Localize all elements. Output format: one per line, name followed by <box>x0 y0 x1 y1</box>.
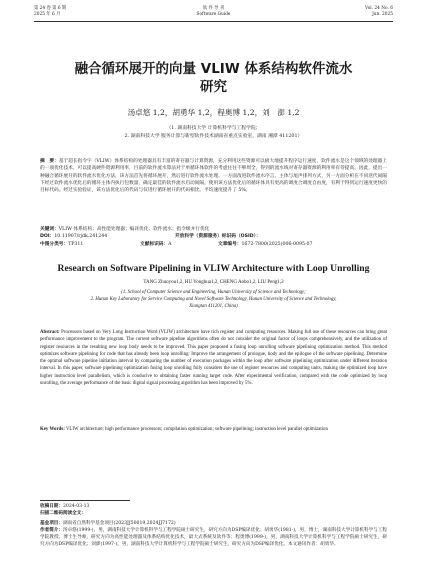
header-volume-en <box>365 6 393 17</box>
bio-label: 作者简介： <box>40 528 63 533</box>
abstract-en-label: Abstract: <box>40 330 60 335</box>
footnote-rule <box>40 500 130 501</box>
article-no-cell <box>218 241 313 248</box>
clc-label: 中图分类号： <box>40 242 69 247</box>
running-header <box>34 6 393 22</box>
affiliation-cn-2: 2. 湖南科技大学 服务计算与新型软件技术湖南省重点实验室，湖南 湘潭 411201） <box>124 133 303 139</box>
header-date-cn: 2025 年 6 月 <box>34 11 61 17</box>
header-journal-en: Software Guide <box>196 11 231 17</box>
received-label: 收稿日期： <box>40 504 63 509</box>
doi-value[interactable]: 10.11907/rjdk.241244 <box>54 234 108 239</box>
header-vol-no: Vol. 24 No. 6 <box>365 6 393 11</box>
affiliations-cn <box>50 125 377 140</box>
footnote-received <box>40 504 387 511</box>
header-date-en: Jun. 2025 <box>372 11 393 17</box>
abstract-cn-label: 摘 要： <box>40 159 59 164</box>
title-en: Research on Software Pipelining in VLIW Architecture with Loop Unrolling <box>57 263 370 274</box>
doc-code-cell <box>140 241 172 248</box>
keywords-cn <box>40 226 387 233</box>
fund-text: 湖南省自然科学基金项目(2023JJ50019,2024JJ7172) <box>62 521 176 526</box>
keywords-en-text: VLIW architecture; high performance processors; compilation optimization; software pipelining; instruction level parallel optimization <box>65 427 328 432</box>
article-no-label: 文章编号： <box>218 242 242 247</box>
abstract-en-text: Processors based on Very Long Instruction Word (VLIW) architecture have rich register and computing resources. Making full use of these resources can bring great performance improvement to the program. The current software pipeline algorithms often do not consider the original factor of loops comprehensively, and the utilization of register resources in the resulting new loop body needs to be improved. This paper proposed a fusing loop unrolling software pipelining optimization method. This method optimizes software pipelining for code that has already been loop unrolling: Improve the arrangement of prologue, body and the epilogue of the software pipelining. Determine the optimal software pipeline initiation interval by comparing the number of execution packages within the loop after software pipelining optimization under different iteration interval. In this paper, software pipelining optimization fusing loop unrolling fully considers the use of register resources and computing units, making the optimized loop have higher instruction level parallelism, which is conducive to obtaining faster running target code. After experimental verification, compared with the code optimized by loop unrolling, the average performance of the basic digital signal processing algorithm has been improved by 5%. <box>40 330 387 387</box>
received-date: 2024-03-13 <box>62 504 90 509</box>
osid-label: 开放科学（资源服务）标识码（OSID）： <box>175 234 261 239</box>
footnote-fund <box>40 521 387 528</box>
affiliations-en <box>60 289 367 310</box>
footnote-scan <box>40 511 387 518</box>
scan-qr-label: 扫描二维码阅读全文： <box>40 511 86 516</box>
keywords-cn-label: 关键词： <box>40 227 59 232</box>
affiliation-cn-1: （1. 湖南科技大学 计算机科学与工程学院； <box>166 126 261 131</box>
article-no-value: 1672-7800(2025)006-0095-07 <box>241 242 313 247</box>
title-cn-line-1: 融合循环展开的向量 VLIW 体系结构软件流水 <box>74 61 353 77</box>
authors-en: TANG Zhuoyou1,2, HU Yonghua1,2, CHENG Aobo1,2, LIU Peng1,2 <box>143 280 284 285</box>
title-cn <box>40 60 387 96</box>
abstract-cn-text: 基于超长指令字（VLIW）体系结构的处理器具有丰富的寄存器与计算资源，充分利用这些资源可以极大地提升程序运行速度，软件流水是这个领域的处理器上的一项优化技术，可以提高硬件资源利用率，目前的软件流水算法对于单循环体软件的考虑往往不够周全，得到的流水线对寄存器资源的利用率有待提高。因此，提出一种融合循环展开的软件流水优化方法，该方法首先将循环展开，然后进行软件流水处理。一方面改进软件流水序言、主体与尾声排列方式，另一方面分析在不同迭代间隔下经过软件流水优化后的循环主体内执行包数量，确定最佳的软件流水启动间隔。使用该方法优化后的循环体具有更高的调度合调度自由度，有利于得到运行速度更快的目标代码。经过实验验证，该方法优化后的代码与仅进行循环展开的代码相比，平均速度提升了 5%。 <box>40 159 387 194</box>
header-rule <box>34 21 393 22</box>
affiliation-en-1: (1. School of Computer Science and Engineering, Hunan University of Science and Technology; <box>121 290 306 295</box>
keywords-en <box>40 426 387 433</box>
bio-text: 汤卓悠(1999-)，男，湖南科技大学计算机科学与工程学院硕士研究生，研究方向为DSP编译优化；胡勇华(1981-)，男，博士，湖南科技大学计算机科学与工程学院教授、博士生导师，研究方向为高性能处理器及体系结构优化技术，最大式系统及软件等；程奥博(1999-)，男，湖南科技大学计算机科学与工程学院硕士研究生，研究方向为DSP编译优化；刘澎(1997-)，男，湖南科技大学计算机科学与工程学院硕士研究生，研究方向为DSP编译优化。本文通讯作者：胡勇华。 <box>40 528 387 547</box>
header-volume-issue: 第 24 卷 第 6 期 <box>34 6 67 11</box>
abstract-cn <box>40 158 387 194</box>
doc-code-value: A <box>168 242 172 247</box>
title-cn-line-2: 研究 <box>200 79 227 95</box>
clc-value: TP311 <box>68 242 84 247</box>
header-journal-cn: 软 件 导 刊 <box>202 6 225 11</box>
keywords-en-label: Key Words: <box>40 427 65 432</box>
doi-cell <box>40 233 107 240</box>
fund-label: 基金项目： <box>40 521 63 526</box>
abstract-en <box>40 329 387 387</box>
doc-code-label: 文献标识码： <box>140 242 169 247</box>
keywords-cn-text: VLIW 体系结构；高性能处理器；编译优化；软件流水；指令级并行优化 <box>58 227 210 232</box>
clc-cell <box>40 241 83 248</box>
header-journal <box>34 6 393 17</box>
authors-cn: 汤卓悠 1,2，胡勇华 1,2，程奥博 1,2，刘 澎 1,2 <box>127 108 300 117</box>
affiliation-en-2: 2. Hunan Key Laboratory for Service Computing and Novel Software Technology, Hunan University of Science and Technology, <box>90 297 337 302</box>
affiliation-en-3: Xiangtan 411201, China) <box>189 304 238 309</box>
doi-label: DOI： <box>40 234 55 239</box>
footnote-bio <box>40 528 387 548</box>
osid-cell <box>175 233 261 240</box>
